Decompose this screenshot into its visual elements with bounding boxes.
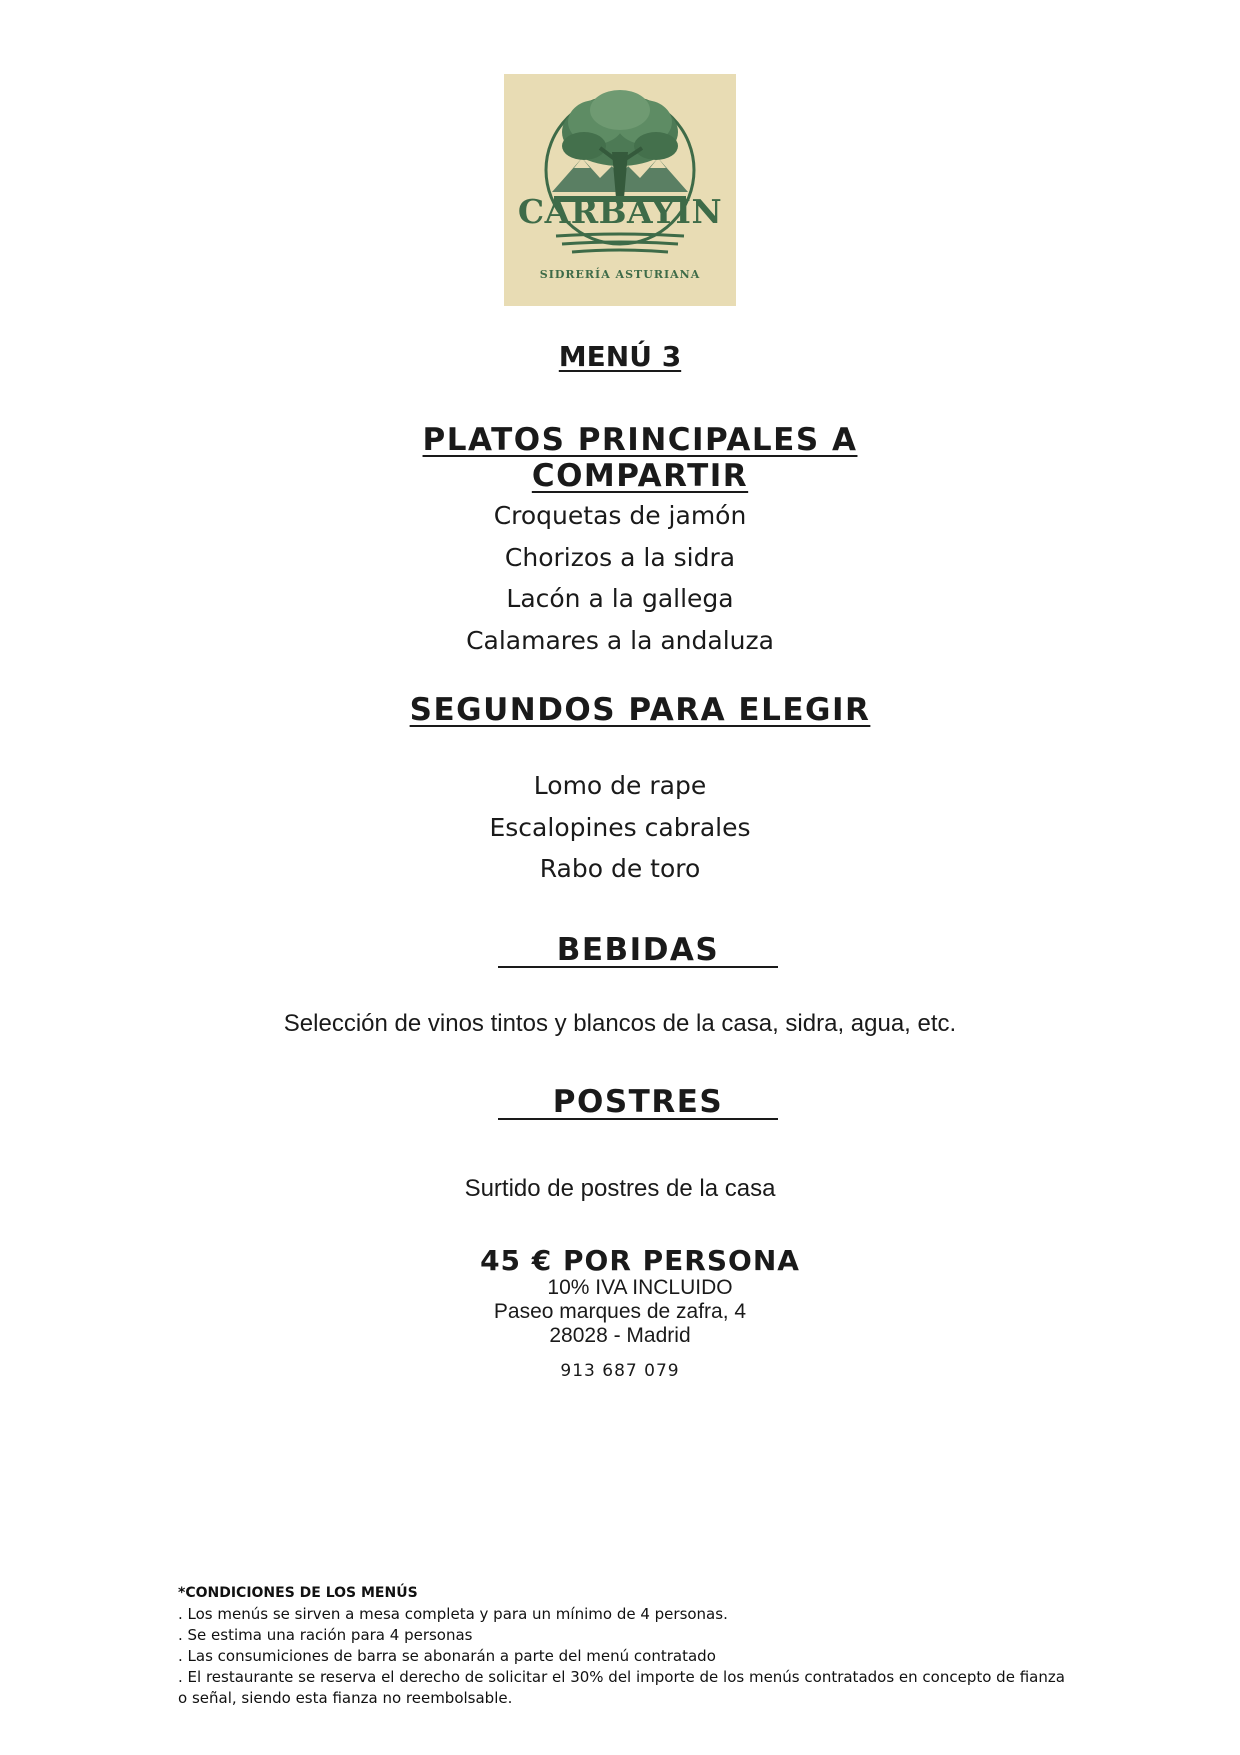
list-item: Chorizos a la sidra bbox=[504, 542, 736, 572]
segundos-list bbox=[0, 765, 1240, 890]
condition-line: . Los menús se sirven a mesa completa y para un mínimo de 4 personas. bbox=[178, 1605, 728, 1623]
vat-included: 10% IVA INCLUIDO bbox=[547, 1276, 733, 1299]
list-item: Calamares a la andaluza bbox=[466, 625, 774, 655]
list-item: Croquetas de jamón bbox=[493, 501, 747, 530]
section-heading-postres: POSTRES bbox=[552, 1084, 724, 1120]
section-heading-bebidas: BEBIDAS bbox=[556, 932, 720, 968]
principales-list bbox=[0, 495, 1240, 661]
condition-line: . Se estima una ración para 4 personas bbox=[178, 1626, 473, 1644]
section-heading-principales: PLATOS PRINCIPALES A COMPARTIR bbox=[422, 422, 858, 494]
logo-tagline: SIDRERÍA ASTURIANA bbox=[539, 268, 701, 281]
condition-line: . El restaurante se reserva el derecho de solicitar el 30% del importe de los menús contratados en concepto de fianza o señal, siendo esta fianza no reembolsable. bbox=[178, 1668, 1065, 1707]
phone-number: 913 687 079 bbox=[560, 1361, 680, 1381]
price-per-person: 45 € POR PERSONA bbox=[480, 1244, 800, 1277]
address-city: 28028 - Madrid bbox=[549, 1324, 691, 1347]
condition-line: . Las consumiciones de barra se abonarán a parte del menú contratado bbox=[178, 1647, 716, 1665]
section-heading-segundos: SEGUNDOS PARA ELEGIR bbox=[409, 692, 871, 728]
address-street: Paseo marques de zafra, 4 bbox=[493, 1300, 747, 1323]
conditions-title: *CONDICIONES DE LOS MENÚS bbox=[178, 1585, 418, 1601]
list-item: Rabo de toro bbox=[539, 854, 701, 883]
bebidas-text: Selección de vinos tintos y blancos de la casa, sidra, agua, etc. bbox=[283, 1010, 957, 1037]
list-item: Lomo de rape bbox=[533, 771, 707, 800]
restaurant-logo bbox=[504, 74, 736, 306]
list-item: Escalopines cabrales bbox=[489, 812, 751, 842]
conditions-block bbox=[178, 1583, 1078, 1709]
list-item: Lacón a la gallega bbox=[506, 584, 734, 613]
postres-text: Surtido de postres de la casa bbox=[464, 1175, 776, 1202]
menu-title: MENÚ 3 bbox=[558, 340, 682, 373]
logo-brand-name: CARBAYIN bbox=[517, 192, 723, 231]
